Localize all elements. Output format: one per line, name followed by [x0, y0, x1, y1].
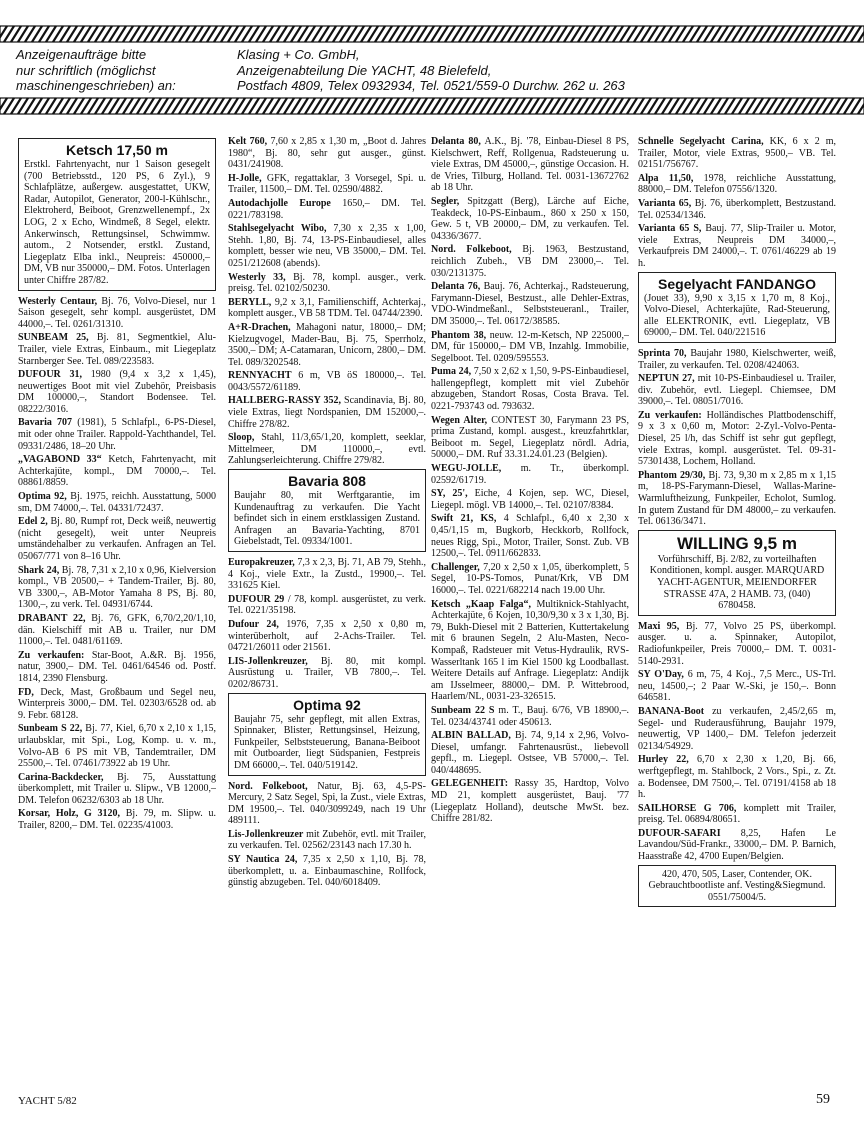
ad-text: 1980 (9,4 x 3,2 x 1,45), neuwertiges Boot mit viel Zubehör, Preisbasis DM 100000,–, Standort Bodensee. Tel. 08222/3016.	[18, 369, 216, 415]
ad-heading: Zu verkaufen:	[638, 409, 702, 421]
rope-border-bottom	[0, 96, 864, 116]
ad-text: Baujahr 1980, Kielschwerter, weiß, Trailer, zu verkaufen. Tel. 0208/424063.	[638, 347, 836, 371]
ad-heading: Wegen Alter,	[431, 414, 488, 426]
classified-ad	[431, 330, 629, 365]
ad-heading: SUNBEAM 25,	[18, 332, 89, 344]
classified-ad	[638, 470, 836, 528]
classified-ad	[228, 198, 426, 221]
ad-heading: Edel 2,	[18, 516, 48, 528]
ad-text: 6 m, 75, 4 Koj., 7,5 Merc., US-Trl. neu, 14500,–; 2 Paar W.-Ski, je 150,–. Bonn 646581.	[638, 669, 836, 704]
boxed-ad-text: Baujahr 75, sehr gepflegt, mit allen Extras, Spinnaker, Blister, Rettungsinsel, Heizung, Funkpeiler, Selbststeuerung, Banana-Beiboot mit Outboarder, liegt Südspanien, Festpreis DM 66000,–. Tel. 040/519142.	[234, 713, 420, 771]
ad-heading: Phantom 38,	[431, 329, 487, 341]
ad-text: Stahl, 11/3,65/1,20, komplett, seeklar, Mittelmeer, DM 110000,–, evtl. Zahlungserleichterung. Chiffre 279/82.	[228, 432, 426, 467]
classified-ad	[18, 454, 216, 489]
rope-pattern-bottom	[0, 96, 864, 116]
classified-ad	[228, 136, 426, 171]
classified-ad	[228, 619, 426, 654]
classified-columns	[18, 136, 848, 1096]
ad-text: GFK, regattaklar, 3 Vorsegel, Spi. u. Trailer, 11500,– DM. Tel. 02590/4882.	[228, 172, 426, 196]
classified-ad	[431, 778, 629, 824]
header-left-line: nur schriftlich (möglichst	[16, 62, 156, 78]
classified-ad	[638, 754, 836, 800]
ad-text: Bj. 79, m. Slipw. u. Trailer, 8200,– DM. Tel. 02235/41003.	[18, 808, 216, 832]
ad-header	[0, 47, 864, 97]
ad-heading: LIS-Jollenkreuzer,	[228, 655, 308, 667]
ad-heading: Westerly 33,	[228, 271, 286, 283]
ad-text: Bj. 81, Segmentkiel, Alu-Trailer, viele Extras, Einbaum., mit Liegeplatz Starnberger See. Tel. 089/223583.	[18, 332, 216, 367]
ad-heading: Bavaria 707	[18, 417, 73, 429]
ad-heading: Stahlsegelyacht Wibo,	[228, 223, 327, 235]
ad-text: Ketch, Fahrtenyacht, mit Achterkajüte, kompl., DM 70000,–. Tel. 08861/8859.	[18, 454, 216, 489]
ad-text: Deck, Mast, Großbaum und Segel neu, Winterpreis 3000,– DM. Tel. 02303/6528 od. ab 9. Febr. 68128.	[18, 686, 216, 721]
ad-heading: Maxi 95,	[638, 620, 680, 632]
header-left-line: Anzeigenaufträge bitte	[16, 47, 147, 62]
ad-text: Bj. 76, Volvo-Diesel, nur 1 Saison gesegelt, sehr kompl. ausgerüstet, DM 44000,–. Tel. 0261/31310.	[18, 295, 216, 330]
classified-ad	[228, 557, 426, 592]
classified-ad	[431, 705, 629, 728]
classified-ad	[228, 272, 426, 295]
classified-ad	[638, 173, 836, 196]
ad-heading: FD,	[18, 686, 34, 698]
ad-heading: HALLBERG-RASSY 352,	[228, 395, 341, 407]
ad-heading: SY O'Day,	[638, 669, 684, 681]
ad-text: 6,70 x 2,30 x 1,20, Bj. 66, werftgepflegt, m. Stahlbock, 2 Vors., Spi., z. Zt. a. Bodensee, DM 7500,–. Tel. 07191/4158 ab 18 h.	[638, 754, 836, 801]
header-right-line: Postfach 4809, Telex 0932934, Tel. 0521/559-0 Durchw. 262 u. 263	[237, 78, 625, 93]
ad-text: 6 m, VB öS 180000,–. Tel. 0043/5572/61189.	[228, 370, 426, 393]
classified-ad	[18, 565, 216, 611]
classified-ad	[638, 669, 836, 704]
ad-heading: WEGU-JOLLE,	[431, 463, 502, 475]
ad-text: Bj. 78, kompl. ausger., verk. preisg. Tel. 02102/50230.	[228, 271, 426, 295]
ad-heading: Varianta 65 S,	[638, 223, 702, 235]
magazine-issue: YACHT 5/82	[18, 1095, 77, 1107]
classified-ad	[638, 198, 836, 221]
ad-text: Mahagoni natur, 18000,– DM; Kielzugvogel, Mader-Bau, Bj. 75, Sperrholz, 3500,– DM; A-Catamaran, Unicorn, 2800,– DM. Tel. 089/3202548.	[228, 321, 426, 368]
classified-ad	[18, 613, 216, 648]
classified-ad	[228, 370, 426, 393]
classified-ad	[18, 516, 216, 562]
boxed-ad-title: Segelyacht FANDANGO	[658, 275, 816, 292]
column-1	[18, 136, 216, 1096]
ad-heading: Lis-Jollenkreuzer	[228, 828, 304, 840]
ad-heading: BERYLL,	[228, 296, 272, 308]
classified-ad	[228, 656, 426, 691]
ad-text: 1976, 7,35 x 2,50 x 0,80 m, winterüberholt, auf 2-Achs-Trailer. Tel. 04721/26011 oder 21561.	[228, 618, 426, 654]
ad-text: Bj. 80, Rumpf rot, Deck weiß, neuwertig (nicht gesegelt), weit unter Neupreis umständehalber zu verkaufen. Anfragen an Tel. 05067/771 von 8–16 Uhr.	[18, 516, 216, 562]
ad-heading: Autodachjolle Europe	[228, 197, 331, 209]
ad-heading: Carina-Backdecker,	[18, 771, 104, 783]
ad-heading: Segler,	[431, 195, 460, 207]
ad-heading: Schnelle Segelyacht Carina,	[638, 136, 764, 147]
ad-heading: Sunbeam 22 S	[431, 704, 495, 716]
classified-ad	[431, 244, 629, 279]
ad-text: 7,60 x 2,85 x 1,30 m, „Boot d. Jahres 1980“, Bj. 80, sehr gut ausger., günst. 0431/241908.	[228, 136, 426, 171]
classified-ad	[18, 417, 216, 452]
classified-ad	[431, 281, 629, 327]
ad-heading: A+R-Drachen,	[228, 321, 291, 333]
classified-ad	[18, 491, 216, 514]
ad-heading: Westerly Centaur,	[18, 295, 98, 307]
ad-text: Rassy 35, Hardtop, Volvo MD 21, komplett ausgerüstet, Bauj. '77 (Liegeplatz Holland), deutsche MwSt. bez. Chiffre 281/82.	[431, 778, 629, 825]
boxed-ad-title: WILLING 9,5 m	[677, 533, 797, 553]
boxed-ad	[228, 469, 426, 552]
ad-heading: Korsar, Holz, G 3120,	[18, 808, 121, 820]
ad-text: 7,35 x 2,50 x 1,10, Bj. 78, überkomplett, u. a. Einbaumaschine, Rollfock, günstig abzugeben. Tel. 040/6018409.	[228, 854, 426, 889]
ad-text: Bauj. 76, Achterkaj., Radsteuerung, Farymann-Diesel, Bestzust., alle Dehler-Extras, VDO-Windmeßanl., Selbststeueranl., Trailer, DM 35000,–. Tel. 06172/38585.	[431, 281, 629, 327]
ad-text: Holländisches Plattbodenschiff, 9 x 3 x 0,60 m, Motor: 2-Zyl.-Volvo-Penta-Diesel, 25 l/h, das Schiff ist sehr gut gepflegt, viele Extras, kompl. ausgerüstet. Tel. 09-31-57301438, Lochem, Holland.	[638, 409, 836, 468]
boxed-ad-text: Erstkl. Fahrtenyacht, nur 1 Saison gesegelt (700 Betriebsstd., 120 PS, 6 Zyl.), 9 Schlafplätze, außergew. ausgestattet, UKW, Radar, Autopilot, Generator, 200-l-Kühlschr., Elektroherd, Beiboot, Grenzwellenempf., 2x LOG, 2 x Echo, Windmeß, 8 Segel, elektr. Ankerwinsch, Rettungsinsel, Schwimmw. autom., 2 Notsender, erstkl. Zustand, Liegeplatz Elba inkl., Neupreis: 450000,– DM, VB nur 350000,– DM. Fotos. Unterlagen unter Chiffre 287/82.	[24, 159, 210, 286]
ad-heading: Alpa 11,50,	[638, 172, 694, 184]
ad-heading: Delanta 76,	[431, 281, 481, 293]
page-number: 59	[816, 1092, 830, 1107]
ad-text: Bj. 75, Ausstattung überkomplett, mit Trailer u. Slipw., VB 12000,– DM. Telefon 06232/6303 ab 18 Uhr.	[18, 771, 216, 806]
ad-heading: „VAGABOND 33“	[18, 454, 102, 466]
classified-ad	[228, 395, 426, 430]
ad-text: Bj. 73, 9,30 m x 2,85 m x 1,15 m, 18-PS-Farymann-Diesel, Wallas-Marine-Warmluftheizung, Funkpeiler, Echolot, Sumlog. In gutem Zustand für DM 48000,– zu verkaufen. Tel. 06136/3471.	[638, 469, 836, 528]
ad-text: Bj. 76, GFK, 6,70/2,20/1,10, dän. Kielschiff mit AB u. Trailer, nur DM 11000,–. Tel. 0481/61169.	[18, 612, 216, 648]
ad-text: Star-Boot, A.&R. Bj. 1956, natur, 3900,– DM. Tel. 0461/64546 od. Postf. 1814, 2390 Flensburg.	[18, 649, 216, 684]
ad-heading: DUFOUR 29	[228, 593, 285, 605]
ad-text: Eiche, 4 Kojen, sep. WC, Diesel, Liegepl. mögl. VB 14000,–. Tel. 02107/8384.	[431, 488, 629, 511]
ad-text: / 78, kompl. ausgerüstet, zu verk. Tel. 0221/35198.	[228, 593, 426, 617]
header-address	[237, 47, 857, 94]
ad-text: Bauj. 77, Slip-Trailer u. Motor, viele Extras, Neupreis DM 34000,–, Verkaufpreis DM 24000,–. T. 0761/46229 ab 19 h.	[638, 223, 836, 269]
header-left-line: maschinengeschrieben) an:	[16, 78, 176, 93]
ad-heading: ALBIN BALLAD,	[431, 730, 511, 742]
boxed-ad	[638, 865, 836, 908]
ad-heading: Puma 24,	[431, 366, 472, 378]
classified-ad	[638, 410, 836, 468]
header-right-line: Klasing + Co. GmbH,	[237, 47, 360, 62]
ad-text: Bj. 1963, Bestzustand, reichlich Zubeh., VB DM 23000,–. Tel. 030/2131375.	[431, 244, 629, 279]
classified-ad	[18, 723, 216, 769]
classified-ad	[431, 463, 629, 486]
ad-text: 1978, reichliche Ausstattung, 88000,– DM. Telefon 07556/1320.	[638, 172, 836, 196]
ad-heading: H-Jolle,	[228, 172, 262, 184]
ad-heading: Europakreuzer,	[228, 557, 295, 568]
rope-border-top	[0, 24, 864, 44]
ad-text: 9,2 x 3,1, Familienschiff, Achterkaj., komplett ausger., VB 58 TDM. Tel. 04744/2390.	[228, 296, 426, 320]
classified-ad	[18, 687, 216, 722]
ad-heading: Varianta 65,	[638, 197, 692, 209]
classified-ad	[228, 173, 426, 196]
boxed-ad	[638, 530, 836, 616]
header-right-line: Anzeigenabteilung Die YACHT, 48 Bielefeld,	[237, 62, 492, 78]
ad-text: A.K., Bj. '78, Einbau-Diesel 8 PS, Kielschwert, Reff, Rollgenua, Radsteuerung u. viele Extras, DM 45000,–, günstige Occasion. H. de Vries, Tilburg, Holland. Tel. 0031-13672762 ab 18 Uhr.	[431, 136, 629, 194]
ad-heading: SY, 25',	[431, 488, 468, 500]
classified-ad	[228, 829, 426, 852]
ad-text: Spitzgatt (Berg), Lärche auf Eiche, Teakdeck, 10-PS-Einbaum., 860 x 250 x 150, Gew. 5 t, VB 20000,– DM, zu verkaufen. Tel. 04336/3677.	[431, 195, 629, 242]
ad-heading: DRABANT 22,	[18, 612, 86, 624]
ad-text: m. T., Bauj. 6/76, VB 18900,–. Tel. 0234/43741 oder 450613.	[431, 704, 629, 728]
boxed-ad-text: (Jouet 33), 9,90 x 3,15 x 1,70 m, 8 Koj., Volvo-Diesel, Achterkajüte, Rad-Steuerung, alle ELEKTRONIK, evtl. Liegeplatz, VB 69000,– DM. Tel. 040/221516	[644, 292, 830, 339]
ad-text: 7,30 x 2,35 x 1,00, Stehh. 1,80, Bj. 74, 13-PS-Einbaudiesel, alles komplett, besser wie neu, VB 35000,– DM. Tel. 0251/212608 (abends).	[228, 223, 426, 269]
ad-heading: Ketsch „Kaap Falga“,	[431, 598, 532, 610]
boxed-ad-title: Bavaria 808	[288, 473, 366, 490]
ad-heading: Sloop,	[228, 432, 255, 444]
boxed-ad-text: Baujahr 80, mit Werftgarantie, im Kundenauftrag zu verkaufen. Die Yacht befindet sich in einem erstklassigen Zustand. Anfragen an Bavaria-Yachting, 8701 Giebelstadt, Tel. 09334/1001.	[234, 490, 420, 548]
ad-heading: Kelt 760,	[228, 136, 268, 147]
ad-heading: Swift 21, KS,	[431, 513, 497, 525]
ad-heading: SAILHORSE G 706,	[638, 802, 737, 814]
ad-heading: Sunbeam S 22,	[18, 723, 83, 735]
ad-heading: RENNYACHT	[228, 370, 292, 382]
ad-text: Multiknick-Stahlyacht, Achterkajüte, 6 Kojen, 10,30/9,30 x 3 x 1,30, Bj. 79, Bukh-Diesel mit 2 Batterien, Kuttertakelung mit 6 braunen Segeln, 2 Alu-Masten, Neco-Kompaß, Radsteuer mit Vetus-Hydraulik, RVS-Wasserltank 165 l im Kiel 1500 kg Loodballast. Weitere Details auf Anfrage. Liegeplatz: Andijk am IJsselmeer, 88000,– DM. P. Wittebrood, Haarlem/NL, 0031-23-326515.	[431, 598, 629, 703]
ad-text: mit 10-PS-Einbaudiesel u. Trailer, div. Zubehör, evtl. Liegepl. Chiemsee, DM 39000,–. Tel. 08051/7016.	[638, 373, 836, 408]
ad-heading: Sprinta 70,	[638, 347, 687, 359]
ad-heading: DUFOUR-SAFARI	[638, 827, 721, 839]
ad-text: Bj. 74, 9,14 x 2,96, Volvo-Diesel, umfangr. Fahrtenausrüst., liebevoll gepfl., m. Liegepl. Ostsee, VB 57000,–. Tel. 040/448695.	[431, 730, 629, 776]
rope-pattern-top	[0, 24, 864, 44]
boxed-ad-title: Optima 92	[293, 696, 361, 713]
classified-ad	[638, 223, 836, 269]
ad-heading: Phantom 29/30,	[638, 469, 706, 481]
classified-ad	[431, 599, 629, 703]
ad-heading: BANANA-Boot	[638, 705, 705, 717]
ad-heading: Challenger,	[431, 561, 480, 573]
ad-text: zu verkaufen, 2,45/2,65 m, Segel- und Ruderausführung, Baujahr 1979, neuwertig, VP 1400,– DM. Telefon jederzeit 02134/54929.	[638, 705, 836, 752]
ad-text: 8,25, Hafen Le Lavandou/Süd-Frankr., 33000,– DM. P. Barnich, Haasstraße 42, 4700 Eupen/Belgien.	[638, 827, 836, 863]
classified-ad	[18, 772, 216, 807]
ad-text: 1650,– DM. Tel. 0221/783198.	[228, 197, 426, 221]
classified-ad	[638, 803, 836, 826]
ad-text: komplett mit Trailer, preisg. Tel. 06894/80651.	[638, 802, 836, 826]
ad-text: Natur, Bj. 63, 4,5-PS-Mercury, 2 Satz Segel, Spi, la Zust., viele Extras, DM 19500,–. Tel. 040/3099249, nach 19 Uhr 489111.	[228, 780, 426, 827]
ad-text: neuw. 12-m-Ketsch, NP 225000,– DM, für 150000,– DM VB, Inzahlg. Immobilie, Segelboot. Tel. 0209/595553.	[431, 329, 629, 364]
classified-ad	[228, 297, 426, 320]
ad-text: m. Tr., überkompl. 02592/61719.	[431, 463, 629, 486]
classified-ad	[431, 415, 629, 461]
classified-ad	[228, 322, 426, 368]
ad-heading: Delanta 80,	[431, 136, 481, 147]
ad-heading: DUFOUR 31,	[18, 369, 82, 381]
classified-ad	[228, 223, 426, 269]
ad-text: CONTEST 30, Farymann 23 PS, prima Zustand, kompl. ausgest., kreuzfahrtklar, Beiboot m. Segel, Liegeplatz nördl. Adria, 50000,– DM. Ruf 33.31.24.01.23 (Belgien).	[431, 414, 629, 461]
classified-ad	[18, 332, 216, 367]
ad-text: 7,3 x 2,3, Bj. 71, AB 79, Stehh., 4 Koj., viele Extr., la Zustd., 19900,–. Tel. 331625 Kiel.	[228, 557, 426, 592]
classified-ad	[228, 781, 426, 827]
ad-text: Bj. 80, mit kompl. Ausrüstung u. Trailer, VB 7800,–. Tel. 0202/86731.	[228, 655, 426, 690]
ad-text: Bj. 78, 7,31 x 2,10 x 0,96, Kielversion kompl., VB 20500,– + Tandem-Trailer, Bj. 80, VB 3300,–, AB-Motor Yamaha 8 PS, Bj. 80, 1300,–, zu verk. Tel. 04931/6744.	[18, 564, 216, 611]
ad-heading: Shark 24,	[18, 564, 60, 576]
classified-ad	[431, 513, 629, 559]
column-2	[228, 136, 426, 1096]
classified-ad	[431, 488, 629, 511]
boxed-ad	[228, 693, 426, 776]
column-4	[638, 136, 836, 1096]
classified-ad	[431, 562, 629, 597]
classified-ad	[638, 706, 836, 752]
ad-text: Bj. 76, überkomplett, Bestzustand. Tel. 02534/1346.	[638, 197, 836, 221]
classified-ad	[638, 828, 836, 863]
boxed-ad-text: 420, 470, 505, Laser, Contender, OK. Gebrauchtbootliste anf. Vesting&Siegmund. 0551/75004/5.	[648, 868, 826, 903]
classified-ad	[431, 366, 629, 412]
ad-heading: GELEGENHEIT:	[431, 778, 509, 790]
ad-text: KK, 6 x 2 m, Trailer, Motor, viele Extras, 9500,– VB. Tel. 02151/756767.	[638, 136, 836, 171]
classified-ad	[18, 369, 216, 415]
ad-text: Bj. 77, Kiel, 6,70 x 2,10 x 1,15, urlaubsklar, mit Spi., Log, Komp. u. v. m., Volvo-AB 6 PS mit VB, Tandemtrailer, DM 25500,–. Tel. 07461/73922 ab 19 Uhr.	[18, 723, 216, 770]
ad-heading: Nord. Folkeboot,	[228, 780, 308, 792]
classified-ad	[228, 854, 426, 889]
classified-ad	[431, 196, 629, 242]
ad-text: 7,50 x 2,62 x 1,50, 9-PS-Einbaudiesel, hallengepflegt, komplett mit viel Zubehör abzugeben, Standort Rosas, Costa Brava. Tel. 0221-793743 od. 793632.	[431, 366, 629, 413]
ad-heading: Hurley 22,	[638, 754, 689, 766]
column-3	[431, 136, 629, 1096]
classified-ad	[638, 348, 836, 371]
boxed-ad-text: Vorführschiff, Bj. 2/82, zu vorteilhaften Konditionen, kompl. ausger. MARQUARD YACHT-AGENTUR, MEIENDORFER STRASSE 47A, 2 HAMB. 73, (040) 6780458.	[649, 553, 825, 612]
ad-heading: Dufour 24,	[228, 618, 279, 630]
classified-ad	[638, 373, 836, 408]
classified-ad	[638, 621, 836, 667]
classified-ad	[638, 136, 836, 171]
boxed-ad-title: Ketsch 17,50 m	[66, 142, 168, 158]
boxed-ad	[638, 272, 836, 343]
ad-text: 4 Schlafpl., 6,40 x 2,30 x 0,45/1,15 m, Bugkorb, Heckkorb, Rollfock, neues Rigg, Spi., Motor, Trailer, Sonst. Zub. VB 12500,–. Tel. 0911/662833.	[431, 513, 629, 560]
classified-ad	[431, 136, 629, 194]
classified-ad	[228, 594, 426, 617]
classified-ad	[18, 808, 216, 831]
classified-ad	[431, 730, 629, 776]
ad-heading: Optima 92,	[18, 491, 67, 503]
ad-text: (1981), 5 Schlafpl., 6-PS-Diesel, mit oder ohne Trailer. Rappold-Yachthandel, Tel. 09331/2486, 18–20 Uhr.	[18, 417, 216, 452]
ad-heading: NEPTUN 27,	[638, 373, 695, 385]
ad-text: Scandinavia, Bj. 80, viele Extras, liegt Nordspanien, DM 152000,–. Chiffre 278/82.	[228, 395, 426, 430]
boxed-ad	[18, 138, 216, 291]
classified-ad	[228, 432, 426, 467]
header-instructions	[16, 47, 231, 94]
ad-heading: Zu verkaufen:	[18, 649, 85, 661]
ad-heading: SY Nautica 24,	[228, 854, 298, 866]
ad-heading: Nord. Folkeboot,	[431, 244, 512, 256]
ad-text: Bj. 77, Volvo 25 PS, überkompl. ausger. u. a. Spinnaker, Autopilot, Radiofunkpeiler, Preis 70000,– DM. T. 0031-5140-2931.	[638, 620, 836, 667]
ad-text: 7,20 x 2,50 x 1,05, überkomplett, 5 Segel, 10-PS-Tomos, Punat/Krk, VB DM 16000,–. Tel. 0221/682214 nach 19.00 Uhr.	[431, 561, 629, 596]
classified-ad	[18, 650, 216, 685]
classified-ad	[18, 296, 216, 331]
ad-text: Bj. 1975, reichh. Ausstattung, 5000 sm, DM 74000,–. Tel. 04331/72437.	[18, 491, 216, 514]
ad-text: mit Zubehör, evtl. mit Trailer, zu verkaufen. Tel. 02562/23143 nach 17.30 h.	[228, 828, 426, 852]
